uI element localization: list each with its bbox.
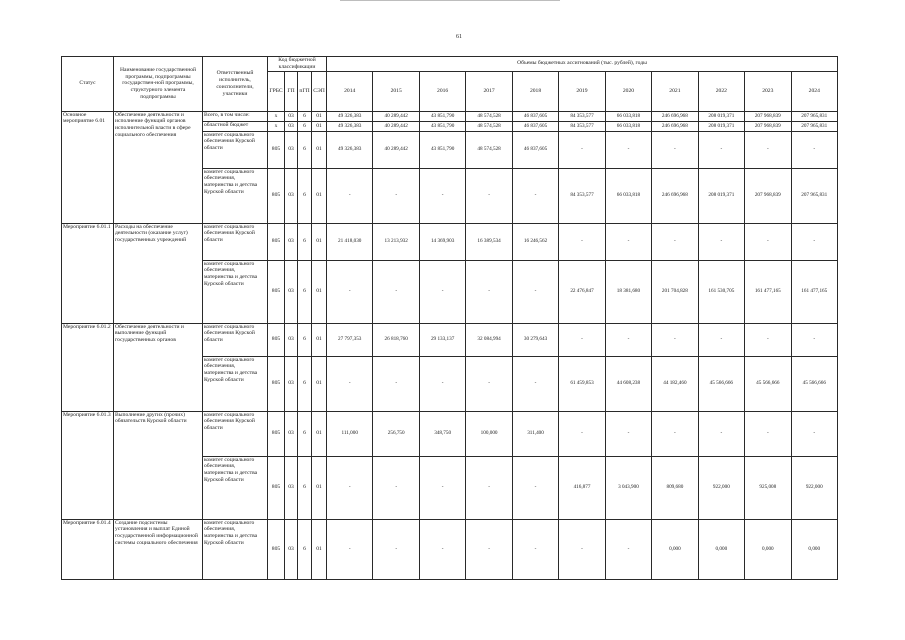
executor-cell: комитет социального обеспечения, материнства и детства Курской области [203,356,268,411]
executor-cell: комитет социального обеспечения Курской области [203,131,268,168]
value-cell-2017: - [466,260,512,323]
value-cell-2017: - [466,456,512,519]
name-cell: Создание подсистемы установления и выплат Единой государственной информационной системы социального обеспечения [114,519,203,579]
value-cell-2023: 207 968,839 [745,121,791,131]
header-name: Наименование государственной программы, подпрограммы государствен-ной программы, структурного элемента подпрограммы [114,57,203,112]
grbs-cell: 805 [268,131,285,168]
value-cell-2020: 44 608,238 [605,356,651,411]
value-cell-2018: 311,400 [512,411,558,456]
gp-cell: 03 [285,168,298,223]
value-cell-2018: 16 246,562 [512,223,558,260]
sem-cell: 01 [312,223,327,260]
grbs-cell: 805 [268,168,285,223]
value-cell-2024: 161 477,165 [791,260,837,323]
executor-cell: областной бюджет [203,121,268,131]
value-cell-2018: - [512,519,558,579]
sem-cell: 01 [312,121,327,131]
header-pgp: пГП [298,71,312,111]
header-year-2022: 2022 [698,71,744,111]
value-cell-2017: 100,000 [466,411,512,456]
pgp-cell: 6 [298,323,312,356]
sem-cell: 01 [312,519,327,579]
value-cell-2024: 0,000 [791,519,837,579]
grbs-cell: х [268,111,285,121]
value-cell-2023: 925,008 [745,456,791,519]
executor-cell: комитет социального обеспечения, материнства и детства Курской области [203,168,268,223]
value-cell-2014: 49 326,383 [327,121,373,131]
executor-cell: комитет социального обеспечения Курской области [203,323,268,356]
value-cell-2014: - [327,519,373,579]
value-cell-2015: 40 289,442 [373,131,419,168]
value-cell-2019: - [559,323,605,356]
value-cell-2015: 26 818,760 [373,323,419,356]
sem-cell: 01 [312,456,327,519]
value-cell-2022: - [698,323,744,356]
executor-cell: Всего, в том числе: [203,111,268,121]
value-cell-2014: 21 418,030 [327,223,373,260]
value-cell-2015: 13 213,932 [373,223,419,260]
value-cell-2016: 29 133,137 [419,323,465,356]
value-cell-2014: 111,000 [327,411,373,456]
value-cell-2021: 44 182,460 [652,356,698,411]
header-year-2019: 2019 [559,71,605,111]
value-cell-2019: - [559,519,605,579]
status-cell: Мероприятие 6.01.1 [62,223,114,323]
value-cell-2018: 46 837,605 [512,121,558,131]
value-cell-2022: - [698,411,744,456]
value-cell-2022: 45 566,666 [698,356,744,411]
status-cell: Мероприятие 6.01.2 [62,323,114,411]
table-row [62,111,838,121]
gp-cell: 03 [285,223,298,260]
value-cell-2024: 207 965,831 [791,111,837,121]
value-cell-2022: 161 530,705 [698,260,744,323]
table-row [62,411,838,456]
executor-cell: комитет социального обеспечения Курской области [203,411,268,456]
value-cell-2016: - [419,519,465,579]
value-cell-2015: - [373,456,419,519]
grbs-cell: 805 [268,356,285,411]
value-cell-2017: 48 574,528 [466,121,512,131]
pgp-cell: 6 [298,121,312,131]
name-cell: Расходы на обеспечение деятельности (оказание услуг) государственных учреждений [114,223,203,323]
header-year-2020: 2020 [605,71,651,111]
value-cell-2020: - [605,411,651,456]
gp-cell: 03 [285,519,298,579]
grbs-cell: х [268,121,285,131]
value-cell-2024: - [791,223,837,260]
value-cell-2019: 84 353,577 [559,111,605,121]
value-cell-2021: 246 696,968 [652,111,698,121]
value-cell-2023: 0,000 [745,519,791,579]
value-cell-2022: 208 019,371 [698,168,744,223]
pgp-cell: 6 [298,131,312,168]
header-year-2015: 2015 [373,71,419,111]
value-cell-2020: 66 033,818 [605,121,651,131]
header-year-2016: 2016 [419,71,465,111]
header-year-2023: 2023 [745,71,791,111]
name-cell: Обеспечение деятельности и выполнение функций государственных органов [114,323,203,411]
executor-cell: комитет социального обеспечения, материнства и детства Курской области [203,260,268,323]
executor-cell: комитет социального обеспечения, материнства и детства Курской области [203,519,268,579]
value-cell-2023: - [745,323,791,356]
header-year-2018: 2018 [512,71,558,111]
value-cell-2022: 0,000 [698,519,744,579]
header-gp: ГП [285,71,298,111]
value-cell-2019: 22 476,847 [559,260,605,323]
value-cell-2022: 922,000 [698,456,744,519]
value-cell-2015: 40 289,442 [373,121,419,131]
gp-cell: 03 [285,456,298,519]
pgp-cell: 6 [298,411,312,456]
sem-cell: 01 [312,411,327,456]
header-grbs: ГРБС [268,71,285,111]
budget-table [61,56,838,580]
value-cell-2016: - [419,356,465,411]
gp-cell: 03 [285,356,298,411]
table-header [62,57,838,112]
gp-cell: 03 [285,121,298,131]
value-cell-2019: 84 353,577 [559,121,605,131]
pgp-cell: 6 [298,111,312,121]
value-cell-2019: 84 353,577 [559,168,605,223]
executor-cell: комитет социального обеспечения, материнства и детства Курской области [203,456,268,519]
value-cell-2021: 246 696,968 [652,121,698,131]
value-cell-2018: - [512,456,558,519]
value-cell-2021: 809,680 [652,456,698,519]
sem-cell: 01 [312,356,327,411]
value-cell-2017: 48 574,528 [466,131,512,168]
value-cell-2020: 66 033,818 [605,168,651,223]
value-cell-2021: - [652,323,698,356]
grbs-cell: 805 [268,411,285,456]
value-cell-2017: - [466,356,512,411]
grbs-cell: 805 [268,223,285,260]
sem-cell: 01 [312,323,327,356]
value-cell-2014: 27 797,353 [327,323,373,356]
sem-cell: 01 [312,168,327,223]
table-row [62,519,838,579]
value-cell-2022: - [698,223,744,260]
value-cell-2014: - [327,356,373,411]
table-row [62,323,838,356]
value-cell-2015: - [373,519,419,579]
value-cell-2023: - [745,131,791,168]
pgp-cell: 6 [298,260,312,323]
gp-cell: 03 [285,411,298,456]
value-cell-2024: 207 965,831 [791,168,837,223]
value-cell-2020: 3 043,900 [605,456,651,519]
header-year-2014: 2014 [327,71,373,111]
budget-table-wrapper [61,56,838,580]
value-cell-2021: - [652,223,698,260]
value-cell-2015: 40 289,442 [373,111,419,121]
pgp-cell: 6 [298,456,312,519]
value-cell-2022: 208 019,371 [698,111,744,121]
gp-cell: 03 [285,131,298,168]
pgp-cell: 6 [298,519,312,579]
value-cell-2021: 246 696,968 [652,168,698,223]
value-cell-2014: 49 326,383 [327,131,373,168]
value-cell-2018: - [512,356,558,411]
value-cell-2024: - [791,131,837,168]
header-year-2017: 2017 [466,71,512,111]
value-cell-2014: 49 326,383 [327,111,373,121]
name-cell: Выполнение других (прочих) обязательств Курской области [114,411,203,519]
value-cell-2015: - [373,168,419,223]
sem-cell: 01 [312,260,327,323]
value-cell-2015: - [373,260,419,323]
pgp-cell: 6 [298,356,312,411]
pgp-cell: 6 [298,168,312,223]
value-cell-2020: 18 381,680 [605,260,651,323]
pgp-cell: 6 [298,223,312,260]
grbs-cell: 805 [268,323,285,356]
value-cell-2020: - [605,519,651,579]
value-cell-2019: - [559,131,605,168]
value-cell-2020: - [605,223,651,260]
name-cell: Обеспечение деятельности и исполнение функций органов исполнительной власти в сфере социального обеспечения [114,111,203,223]
sem-cell: 01 [312,131,327,168]
value-cell-2020: - [605,323,651,356]
value-cell-2024: 922,000 [791,456,837,519]
value-cell-2018: - [512,168,558,223]
value-cell-2017: - [466,519,512,579]
status-cell: Основное мероприятие 6.01 [62,111,114,223]
header-sem: СЭП [312,71,327,111]
value-cell-2019: 416,877 [559,456,605,519]
table-row [62,223,838,260]
value-cell-2024: 45 566,666 [791,356,837,411]
value-cell-2015: 256,750 [373,411,419,456]
page-number: 61 [456,34,462,40]
grbs-cell: 805 [268,260,285,323]
value-cell-2021: - [652,411,698,456]
value-cell-2016: - [419,260,465,323]
top-edge-line [340,0,560,1]
value-cell-2019: 61 459,853 [559,356,605,411]
value-cell-2023: 207 968,839 [745,168,791,223]
value-cell-2016: - [419,456,465,519]
value-cell-2016: 43 851,790 [419,121,465,131]
value-cell-2016: - [419,168,465,223]
header-budget-code: Код бюджетной классификации [268,57,327,72]
value-cell-2020: - [605,131,651,168]
value-cell-2018: 46 837,605 [512,131,558,168]
value-cell-2020: 66 033,818 [605,111,651,121]
status-cell: Мероприятие 6.01.3 [62,411,114,519]
value-cell-2016: 14 369,903 [419,223,465,260]
value-cell-2019: - [559,411,605,456]
gp-cell: 03 [285,111,298,121]
value-cell-2017: 48 574,528 [466,111,512,121]
value-cell-2023: - [745,223,791,260]
value-cell-2018: 30 279,643 [512,323,558,356]
value-cell-2016: 348,750 [419,411,465,456]
value-cell-2023: - [745,411,791,456]
value-cell-2023: 45 566,666 [745,356,791,411]
value-cell-2017: 32 084,994 [466,323,512,356]
table-body [62,111,838,579]
status-cell: Мероприятие 6.01.4 [62,519,114,579]
value-cell-2018: 46 837,605 [512,111,558,121]
value-cell-2016: 43 851,790 [419,111,465,121]
header-executor: Ответственный исполнитель, соисполнители, участники [203,57,268,112]
header-year-2024: 2024 [791,71,837,111]
value-cell-2023: 161 477,165 [745,260,791,323]
value-cell-2017: - [466,168,512,223]
header-status: Статус [62,57,114,112]
gp-cell: 03 [285,323,298,356]
value-cell-2015: - [373,356,419,411]
value-cell-2014: - [327,260,373,323]
sem-cell: 01 [312,111,327,121]
value-cell-2021: 201 704,828 [652,260,698,323]
gp-cell: 03 [285,260,298,323]
value-cell-2022: 208 019,371 [698,121,744,131]
executor-cell: комитет социального обеспечения Курской области [203,223,268,260]
value-cell-2022: - [698,131,744,168]
grbs-cell: 805 [268,519,285,579]
value-cell-2018: - [512,260,558,323]
value-cell-2024: 207 965,831 [791,121,837,131]
value-cell-2016: 43 851,790 [419,131,465,168]
value-cell-2014: - [327,456,373,519]
value-cell-2024: - [791,323,837,356]
value-cell-2017: 16 389,534 [466,223,512,260]
value-cell-2014: - [327,168,373,223]
grbs-cell: 805 [268,456,285,519]
header-year-2021: 2021 [652,71,698,111]
header-volumes: Объемы бюджетных ассигнований (тыс. рублей), годы [327,57,838,72]
value-cell-2024: - [791,411,837,456]
value-cell-2023: 207 968,839 [745,111,791,121]
value-cell-2019: - [559,223,605,260]
value-cell-2021: 0,000 [652,519,698,579]
value-cell-2021: - [652,131,698,168]
